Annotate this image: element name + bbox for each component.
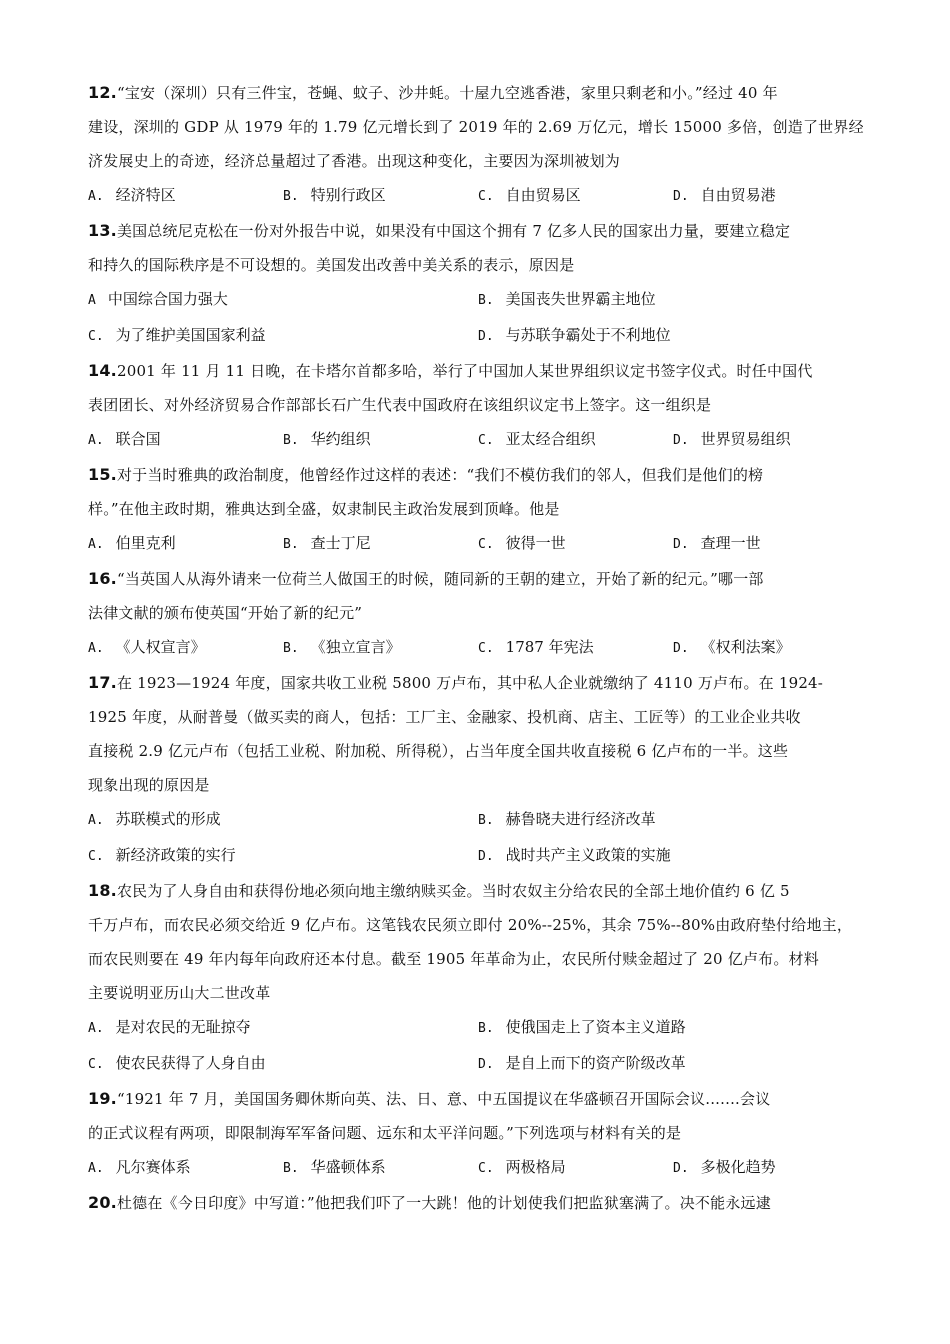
option-letter: A. xyxy=(88,189,104,204)
option-d[interactable] xyxy=(673,630,868,666)
option-letter: D. xyxy=(673,189,689,204)
question-number: 16. xyxy=(88,569,117,588)
option-text: 与苏联争霸处于不利地位 xyxy=(505,326,671,344)
option-text: 《人权宣言》 xyxy=(115,638,206,656)
option-b[interactable] xyxy=(283,422,478,458)
question-16-line xyxy=(88,562,878,596)
option-text: 是对农民的无耻掠夺 xyxy=(115,1018,251,1036)
question-text: “1921 年 7 月，美国国务卿休斯向英、法、日、意、中五国提议在华盛顿召开国际会议.......会议 xyxy=(116,1090,771,1108)
question-15-line xyxy=(88,458,878,492)
options-row xyxy=(88,318,878,354)
option-text: 凡尔赛体系 xyxy=(115,1158,191,1176)
question-text: 的正式议程有两项，即限制海军军备问题、远东和太平洋问题。”下列选项与材料有关的是 xyxy=(88,1124,682,1142)
option-text: 使俄国走上了资本主义道路 xyxy=(505,1018,686,1036)
option-letter: A. xyxy=(88,641,104,656)
option-c[interactable] xyxy=(88,1046,478,1082)
options-row xyxy=(88,422,878,458)
option-c[interactable] xyxy=(478,1150,673,1186)
option-text: 苏联模式的形成 xyxy=(115,810,221,828)
option-text: 查士丁尼 xyxy=(310,534,371,552)
question-number: 13. xyxy=(88,221,117,240)
option-d[interactable] xyxy=(673,422,868,458)
option-letter: D. xyxy=(673,537,689,552)
option-text: 经济特区 xyxy=(115,186,176,204)
option-letter: A. xyxy=(88,813,104,828)
option-c[interactable] xyxy=(478,630,673,666)
option-b[interactable] xyxy=(283,526,478,562)
option-letter: D. xyxy=(673,1161,689,1176)
option-a[interactable] xyxy=(88,526,283,562)
option-c[interactable] xyxy=(88,838,478,874)
option-letter: B. xyxy=(283,433,299,448)
question-17-line xyxy=(88,666,878,700)
option-letter: A. xyxy=(88,1161,104,1176)
option-letter: D. xyxy=(478,329,494,344)
option-letter: C. xyxy=(88,329,104,344)
question-text: 表团团长、对外经济贸易合作部部长石广生代表中国政府在该组织议定书上签字。这一组织是 xyxy=(88,396,712,414)
question-text: 对于当时雅典的政治制度，他曾经作过这样的表述：“我们不模仿我们的邻人，但我们是他们的榜 xyxy=(116,466,764,484)
question-number: 19. xyxy=(88,1089,117,1108)
options-row xyxy=(88,526,878,562)
question-number: 15. xyxy=(88,465,117,484)
option-text: 查理一世 xyxy=(700,534,761,552)
options-row xyxy=(88,802,878,838)
option-text: 华盛顿体系 xyxy=(310,1158,386,1176)
option-text: 是自上而下的资产阶级改革 xyxy=(505,1054,686,1072)
option-d[interactable] xyxy=(673,1150,868,1186)
option-c[interactable] xyxy=(88,318,478,354)
question-number: 14. xyxy=(88,361,117,380)
option-text: 1787 年宪法 xyxy=(505,638,594,656)
option-letter: B. xyxy=(283,641,299,656)
exam-page xyxy=(88,76,878,1220)
question-text: “当英国人从海外请来一位荷兰人做国王的时候，随同新的王朝的建立，开始了新的纪元。”哪一部 xyxy=(116,570,764,588)
options-row xyxy=(88,838,878,874)
option-text: 世界贸易组织 xyxy=(700,430,791,448)
question-text: 主要说明亚历山大二世改革 xyxy=(88,984,271,1002)
option-letter: D. xyxy=(478,1057,494,1072)
option-text: 亚太经合组织 xyxy=(505,430,596,448)
options-row xyxy=(88,1046,878,1082)
option-letter: C. xyxy=(88,849,104,864)
question-18-line xyxy=(88,874,878,908)
option-text: 多极化趋势 xyxy=(700,1158,776,1176)
option-a[interactable] xyxy=(88,1150,283,1186)
question-text: 法律文献的颁布使英国“开始了新的纪元” xyxy=(88,604,363,622)
option-text: 为了维护美国国家利益 xyxy=(115,326,266,344)
question-13-line xyxy=(88,214,878,248)
option-text: 《独立宣言》 xyxy=(310,638,401,656)
option-text: 特别行政区 xyxy=(310,186,386,204)
option-text: 中国综合国力强大 xyxy=(107,290,228,308)
question-text: 杜德在《今日印度》中写道：”他把我们吓了一大跳！他的计划使我们把监狱塞满了。决不能永远逮 xyxy=(116,1194,771,1212)
option-b[interactable] xyxy=(478,282,868,318)
option-letter: A xyxy=(88,293,96,308)
option-letter: A. xyxy=(88,537,104,552)
question-text: 直接税 2.9 亿元卢布（包括工业税、附加税、所得税），占当年度全国共收直接税 6 亿卢布的一半。这些 xyxy=(88,742,789,760)
option-b[interactable] xyxy=(283,1150,478,1186)
option-text: 自由贸易港 xyxy=(700,186,776,204)
option-a[interactable] xyxy=(88,422,283,458)
question-number: 12. xyxy=(88,83,117,102)
option-letter: D. xyxy=(478,849,494,864)
question-text: 济发展史上的奇迹，经济总量超过了香港。出现这种变化，主要因为深圳被划为 xyxy=(88,152,621,170)
option-text: 美国丧失世界霸主地位 xyxy=(505,290,656,308)
option-letter: B. xyxy=(478,813,494,828)
option-text: 战时共产主义政策的实施 xyxy=(505,846,671,864)
question-text: 美国总统尼克松在一份对外报告中说，如果没有中国这个拥有 7 亿多人民的国家出力量，要建立稳定 xyxy=(116,222,791,240)
options-row xyxy=(88,630,878,666)
option-text: 《权利法案》 xyxy=(700,638,791,656)
question-number: 20. xyxy=(88,1193,117,1212)
option-letter: C. xyxy=(88,1057,104,1072)
question-14-line xyxy=(88,354,878,388)
option-letter: A. xyxy=(88,433,104,448)
option-a[interactable] xyxy=(88,802,478,838)
question-12-line xyxy=(88,76,878,110)
option-c[interactable] xyxy=(478,526,673,562)
option-text: 彼得一世 xyxy=(505,534,566,552)
question-text: 而农民则要在 49 年内每年向政府还本付息。截至 1905 年革命为止，农民所付赎金超过了 20 亿卢布。材料 xyxy=(88,950,819,968)
option-d[interactable] xyxy=(478,318,868,354)
question-text: 在 1923—1924 年度，国家共收工业税 5800 万卢布，其中私人企业就缴纳了 4110 万卢布。在 1924- xyxy=(116,674,824,692)
options-row xyxy=(88,1150,878,1186)
option-text: 使农民获得了人身自由 xyxy=(115,1054,266,1072)
option-text: 自由贸易区 xyxy=(505,186,581,204)
option-letter: C. xyxy=(478,433,494,448)
question-text: 建设，深圳的 GDP 从 1979 年的 1.79 亿元增长到了 2019 年的 2.69 万亿元，增长 15000 多倍，创造了世界经 xyxy=(88,118,864,136)
option-d[interactable] xyxy=(478,838,868,874)
option-text: 伯里克利 xyxy=(115,534,176,552)
option-a[interactable] xyxy=(88,178,283,214)
option-letter: C. xyxy=(478,1161,494,1176)
question-number: 18. xyxy=(88,881,117,900)
option-letter: D. xyxy=(673,433,689,448)
option-text: 两极格局 xyxy=(505,1158,566,1176)
option-letter: C. xyxy=(478,641,494,656)
options-row xyxy=(88,1010,878,1046)
option-b[interactable] xyxy=(478,1010,868,1046)
options-row xyxy=(88,178,878,214)
option-b[interactable] xyxy=(283,630,478,666)
option-a[interactable] xyxy=(88,1010,478,1046)
option-b[interactable] xyxy=(478,802,868,838)
option-d[interactable] xyxy=(478,1046,868,1082)
question-text: 2001 年 11 月 11 日晚，在卡塔尔首都多哈，举行了中国加人某世界组织议定书签字仪式。时任中国代 xyxy=(116,362,813,380)
question-text: 和持久的国际秩序是不可设想的。美国发出改善中美关系的表示，原因是 xyxy=(88,256,575,274)
question-number: 17. xyxy=(88,673,117,692)
option-letter: B. xyxy=(283,189,299,204)
question-20-line xyxy=(88,1186,878,1220)
option-text: 联合国 xyxy=(115,430,161,448)
option-a[interactable] xyxy=(88,630,283,666)
option-d[interactable] xyxy=(673,178,868,214)
option-c[interactable] xyxy=(478,422,673,458)
question-text: 现象出现的原因是 xyxy=(88,776,210,794)
question-19-line xyxy=(88,1082,878,1116)
question-text: “宝安（深圳）只有三件宝，苍蝇、蚊子、沙井蚝。十屋九空逃香港，家里只剩老和小。”经过 40 年 xyxy=(116,84,778,102)
option-text: 华约组织 xyxy=(310,430,371,448)
option-letter: D. xyxy=(673,641,689,656)
option-letter: A. xyxy=(88,1021,104,1036)
question-text: 农民为了人身自由和获得份地必须向地主缴纳赎买金。当时农奴主分给农民的全部土地价值约 6 亿 5 xyxy=(116,882,790,900)
option-a[interactable] xyxy=(88,282,478,318)
option-text: 赫鲁晓夫进行经济改革 xyxy=(505,810,656,828)
question-text: 样。”在他主政时期，雅典达到全盛，奴隶制民主政治发展到顶峰。他是 xyxy=(88,500,560,518)
option-b[interactable] xyxy=(283,178,478,214)
option-letter: C. xyxy=(478,189,494,204)
question-text: 1925 年度，从耐普曼（做买卖的商人，包括：工厂主、金融家、投机商、店主、工匠等）的工业企业共收 xyxy=(88,708,801,726)
option-letter: C. xyxy=(478,537,494,552)
option-letter: B. xyxy=(283,1161,299,1176)
option-text: 新经济政策的实行 xyxy=(115,846,236,864)
option-letter: B. xyxy=(283,537,299,552)
option-letter: B. xyxy=(478,1021,494,1036)
options-row xyxy=(88,282,878,318)
option-letter: B. xyxy=(478,293,494,308)
question-text: 千万卢布，而农民必须交给近 9 亿卢布。这笔钱农民须立即付 20%--25%，其余 75%--80%由政府垫付给地主， xyxy=(88,916,853,934)
option-d[interactable] xyxy=(673,526,868,562)
option-c[interactable] xyxy=(478,178,673,214)
